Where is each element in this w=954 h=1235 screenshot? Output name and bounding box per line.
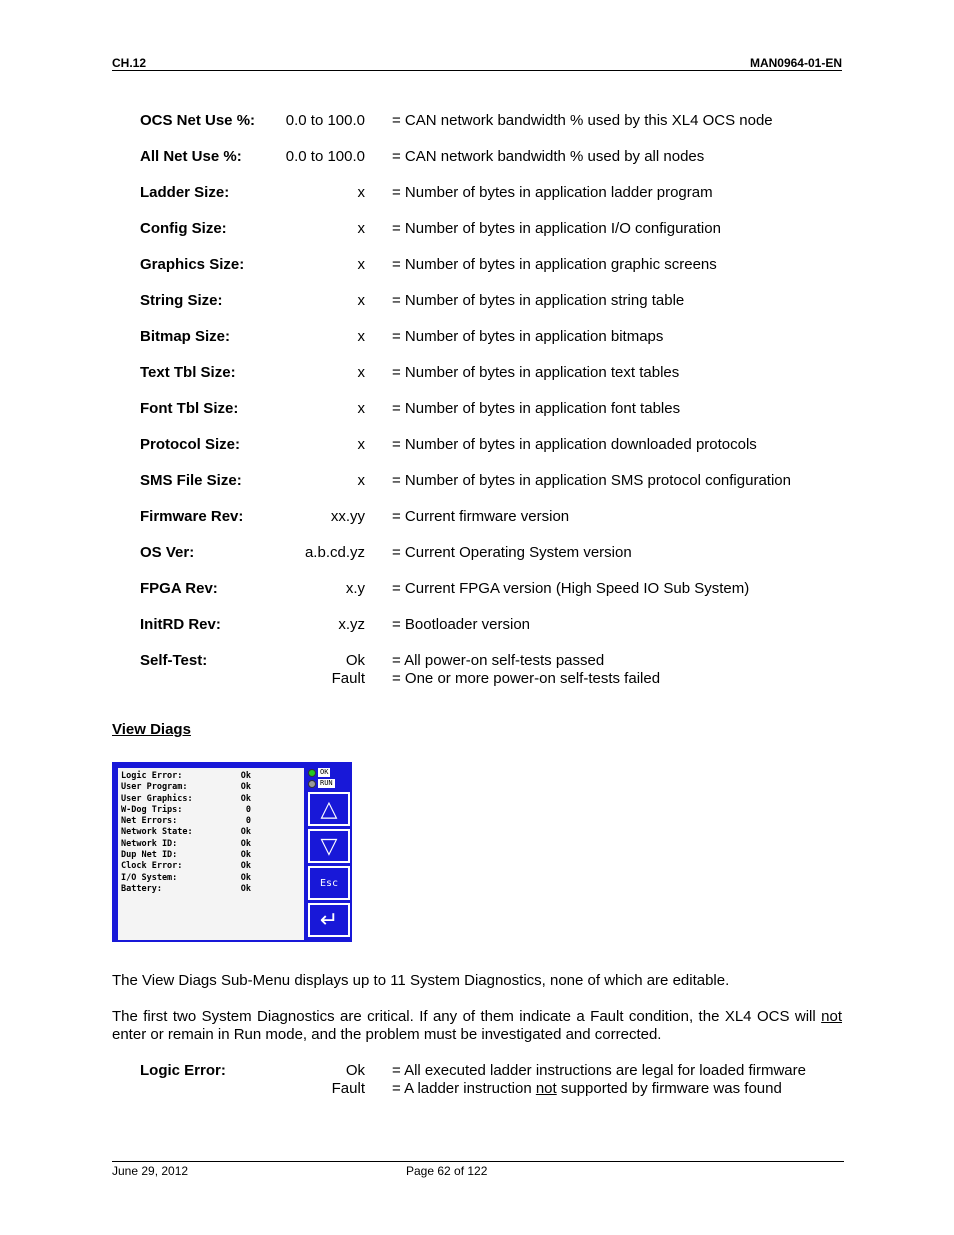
definition-description: = Current Operating System version xyxy=(392,544,632,561)
definition-row xyxy=(140,148,840,184)
definition-description: = Bootloader version xyxy=(392,616,531,633)
diagnostic-label: Logic Error: xyxy=(121,771,183,781)
definition-descriptions xyxy=(392,220,721,238)
definition-descriptions xyxy=(392,148,704,166)
desc-part: = A ladder instruction xyxy=(392,1080,536,1097)
diagnostic-value: Ok xyxy=(240,838,251,849)
definition-descriptions xyxy=(392,1062,806,1098)
definition-values xyxy=(358,472,366,490)
definition-value: xx.yy xyxy=(330,508,365,525)
definition-description: = Current firmware version xyxy=(392,508,570,525)
definition-values xyxy=(338,616,365,634)
diagnostic-row xyxy=(121,816,251,827)
diagnostic-label: Clock Error: xyxy=(121,861,183,872)
definition-row xyxy=(140,184,840,220)
definition-descriptions xyxy=(392,508,569,526)
diagnostic-label: Network State: xyxy=(121,827,193,838)
definition-values xyxy=(358,184,366,202)
diagnostic-value: 0 xyxy=(245,804,251,815)
definition-description: = Number of bytes in application ladder program xyxy=(392,184,713,201)
diagnostic-value: Ok xyxy=(240,883,251,894)
definition-description: = Current FPGA version (High Speed IO Sub System) xyxy=(392,580,750,597)
definition-row xyxy=(140,580,840,616)
definition-row xyxy=(140,616,840,652)
definition-values xyxy=(358,400,366,418)
definition-descriptions xyxy=(392,652,660,688)
definition-description: = Number of bytes in application text tables xyxy=(392,364,680,381)
definition-term: Self-Test: xyxy=(140,652,208,669)
definition-description: = All power-on self-tests passed xyxy=(392,652,605,669)
diagnostic-row xyxy=(121,805,251,816)
status-indicators xyxy=(308,767,336,789)
definition-description xyxy=(392,1080,806,1098)
definition-value: 0.0 to 100.0 xyxy=(285,148,365,165)
definition-description: = Number of bytes in application graphic screens xyxy=(392,256,717,273)
definition-value: Ok xyxy=(345,652,365,669)
definition-value: x xyxy=(357,256,365,273)
definition-description: = Number of bytes in application font tables xyxy=(392,400,681,417)
diagnostic-label: Net Errors: xyxy=(121,816,178,827)
definition-row xyxy=(140,1062,840,1116)
diagnostic-row xyxy=(121,861,251,872)
definition-value: Fault xyxy=(331,670,365,687)
paragraph-intro: The View Diags Sub-Menu displays up to 11 System Diagnostics, none of which are editable. xyxy=(112,972,730,989)
run-led-icon xyxy=(308,780,316,788)
diagnostic-label: I/O System: xyxy=(121,872,178,883)
diagnostics-panel xyxy=(118,768,304,940)
definition-term: FPGA Rev: xyxy=(140,580,218,597)
definition-value: x xyxy=(357,184,365,201)
definition-term: String Size: xyxy=(140,292,223,309)
diagnostic-row xyxy=(121,850,251,861)
diagnostic-value: Ok xyxy=(240,827,251,838)
definition-descriptions xyxy=(392,544,632,562)
diagnostic-label: User Graphics: xyxy=(121,793,193,804)
diagnostics-list xyxy=(121,771,251,895)
definition-term: All Net Use %: xyxy=(140,148,242,165)
definition-description: = One or more power-on self-tests failed xyxy=(392,670,661,687)
diagnostic-row xyxy=(121,839,251,850)
paragraph-critical-not: not xyxy=(821,1008,842,1025)
definition-row xyxy=(140,652,840,706)
definition-descriptions xyxy=(392,292,684,310)
definition-description: = Number of bytes in application I/O configuration xyxy=(392,220,721,237)
definition-row xyxy=(140,400,840,436)
definition-values xyxy=(358,328,366,346)
diagnostic-label: W-Dog Trips: xyxy=(121,804,183,815)
header-rule xyxy=(112,70,842,71)
definition-values xyxy=(332,652,365,688)
definition-description: = Number of bytes in application downloaded protocols xyxy=(392,436,757,453)
definition-value: x xyxy=(357,436,365,453)
diagnostic-value: Ok xyxy=(240,793,251,804)
definition-descriptions xyxy=(392,364,679,382)
definition-value: x.yz xyxy=(338,616,365,633)
diagnostic-value: Ok xyxy=(240,771,251,781)
definition-values xyxy=(358,292,366,310)
definition-descriptions xyxy=(392,472,791,490)
definition-values xyxy=(358,364,366,382)
definition-descriptions xyxy=(392,184,713,202)
diagnostic-label: Dup Net ID: xyxy=(121,850,178,861)
definition-value: a.b.cd.yz xyxy=(304,544,365,561)
definition-term: Firmware Rev: xyxy=(140,508,244,525)
definition-row xyxy=(140,256,840,292)
definition-description: = Number of bytes in application SMS protocol configuration xyxy=(392,472,791,489)
ok-led-icon xyxy=(308,769,316,777)
diagnostic-row xyxy=(121,794,251,805)
definition-term: Graphics Size: xyxy=(140,256,245,273)
definition-value: 0.0 to 100.0 xyxy=(285,112,365,129)
definition-value: x.y xyxy=(345,580,365,597)
diagnostic-label: User Program: xyxy=(121,782,188,793)
definition-description: = Number of bytes in application string table xyxy=(392,292,685,309)
definition-description: = CAN network bandwidth % used by this XL4 OCS node xyxy=(392,112,773,129)
definition-term: Bitmap Size: xyxy=(140,328,231,345)
definition-term: Protocol Size: xyxy=(140,436,241,453)
definition-description: = Number of bytes in application bitmaps xyxy=(392,328,664,345)
esc-button[interactable]: Esc xyxy=(308,866,350,900)
definition-term: Font Tbl Size: xyxy=(140,400,239,417)
ok-led-label: OK xyxy=(320,768,329,776)
definition-descriptions xyxy=(392,616,530,634)
definition-descriptions xyxy=(392,436,757,454)
definition-descriptions xyxy=(392,328,663,346)
definition-values xyxy=(332,1062,365,1098)
diagnostic-value: Ok xyxy=(240,872,251,883)
footer-page: Page 62 of 122 xyxy=(406,1164,488,1178)
diagnostic-row xyxy=(121,782,251,793)
down-arrow-button[interactable]: ▽ xyxy=(308,829,350,863)
desc-not: not xyxy=(535,1080,557,1097)
header-chapter: CH.12 xyxy=(112,56,147,70)
definition-description: = All executed ladder instructions are legal for loaded firmware xyxy=(392,1062,806,1079)
definition-row xyxy=(140,328,840,364)
definition-row xyxy=(140,220,840,256)
paragraph-critical xyxy=(112,1008,842,1044)
definition-values xyxy=(346,580,365,598)
definition-value: x xyxy=(357,220,365,237)
definition-row xyxy=(140,508,840,544)
definition-row xyxy=(140,472,840,508)
diagnostic-label: Battery: xyxy=(121,883,162,894)
definition-list xyxy=(140,112,840,706)
definition-values xyxy=(286,148,365,166)
definition-values xyxy=(358,436,366,454)
diagnostic-value: Ok xyxy=(240,861,251,872)
definition-term: Text Tbl Size: xyxy=(140,364,236,381)
run-led-label: RUN xyxy=(320,779,333,787)
definition-term: OS Ver: xyxy=(140,544,195,561)
definition-value: Ok xyxy=(345,1062,365,1079)
definition-row xyxy=(140,364,840,400)
definition-value: Fault xyxy=(331,1080,365,1097)
diagnostics-screen xyxy=(112,762,352,942)
definition-descriptions xyxy=(392,256,717,274)
section-title: View Diags xyxy=(112,721,191,738)
paragraph-critical-part1: The first two System Diagnostics are critical. If any of them indicate a Fault condition, the XL4 OCS will xyxy=(112,1008,822,1025)
desc-part: supported by firmware was found xyxy=(556,1080,782,1097)
logic-error-definition xyxy=(140,1062,840,1116)
diagnostic-row xyxy=(121,873,251,884)
definition-descriptions xyxy=(392,400,680,418)
diagnostic-row xyxy=(121,884,251,895)
definition-values xyxy=(358,220,366,238)
definition-term: Logic Error: xyxy=(140,1062,226,1079)
definition-values xyxy=(305,544,365,562)
definition-row xyxy=(140,436,840,472)
definition-term: Config Size: xyxy=(140,220,227,237)
definition-value: x xyxy=(357,328,365,345)
definition-descriptions xyxy=(392,580,749,598)
definition-row xyxy=(140,292,840,328)
paragraph-critical-part3: enter or remain in Run mode, and the problem must be investigated and corrected. xyxy=(112,1026,662,1043)
footer-rule xyxy=(112,1161,844,1162)
diagnostic-value: Ok xyxy=(240,782,251,793)
footer-date: June 29, 2012 xyxy=(112,1164,189,1178)
definition-term: SMS File Size: xyxy=(140,472,242,489)
definition-description: = CAN network bandwidth % used by all nodes xyxy=(392,148,705,165)
diagnostic-row xyxy=(121,771,251,782)
definition-row xyxy=(140,112,840,148)
definition-values xyxy=(286,112,365,130)
definition-row xyxy=(140,544,840,580)
diagnostic-value: 0 xyxy=(245,816,251,827)
diagnostic-label: Network ID: xyxy=(121,838,178,849)
definition-value: x xyxy=(357,364,365,381)
diagnostic-row xyxy=(121,827,251,838)
up-arrow-button[interactable]: △ xyxy=(308,792,350,826)
diagnostic-value: Ok xyxy=(240,850,251,861)
definition-term: Ladder Size: xyxy=(140,184,230,201)
definition-term: OCS Net Use %: xyxy=(140,112,256,129)
definition-value: x xyxy=(357,472,365,489)
definition-value: x xyxy=(357,400,365,417)
definition-value: x xyxy=(357,292,365,309)
header-doc-id: MAN0964-01-EN xyxy=(749,56,842,70)
definition-values xyxy=(358,256,366,274)
definition-term: InitRD Rev: xyxy=(140,616,221,633)
definition-values xyxy=(331,508,365,526)
enter-button[interactable]: ↵ xyxy=(308,903,350,937)
definition-descriptions xyxy=(392,112,773,130)
